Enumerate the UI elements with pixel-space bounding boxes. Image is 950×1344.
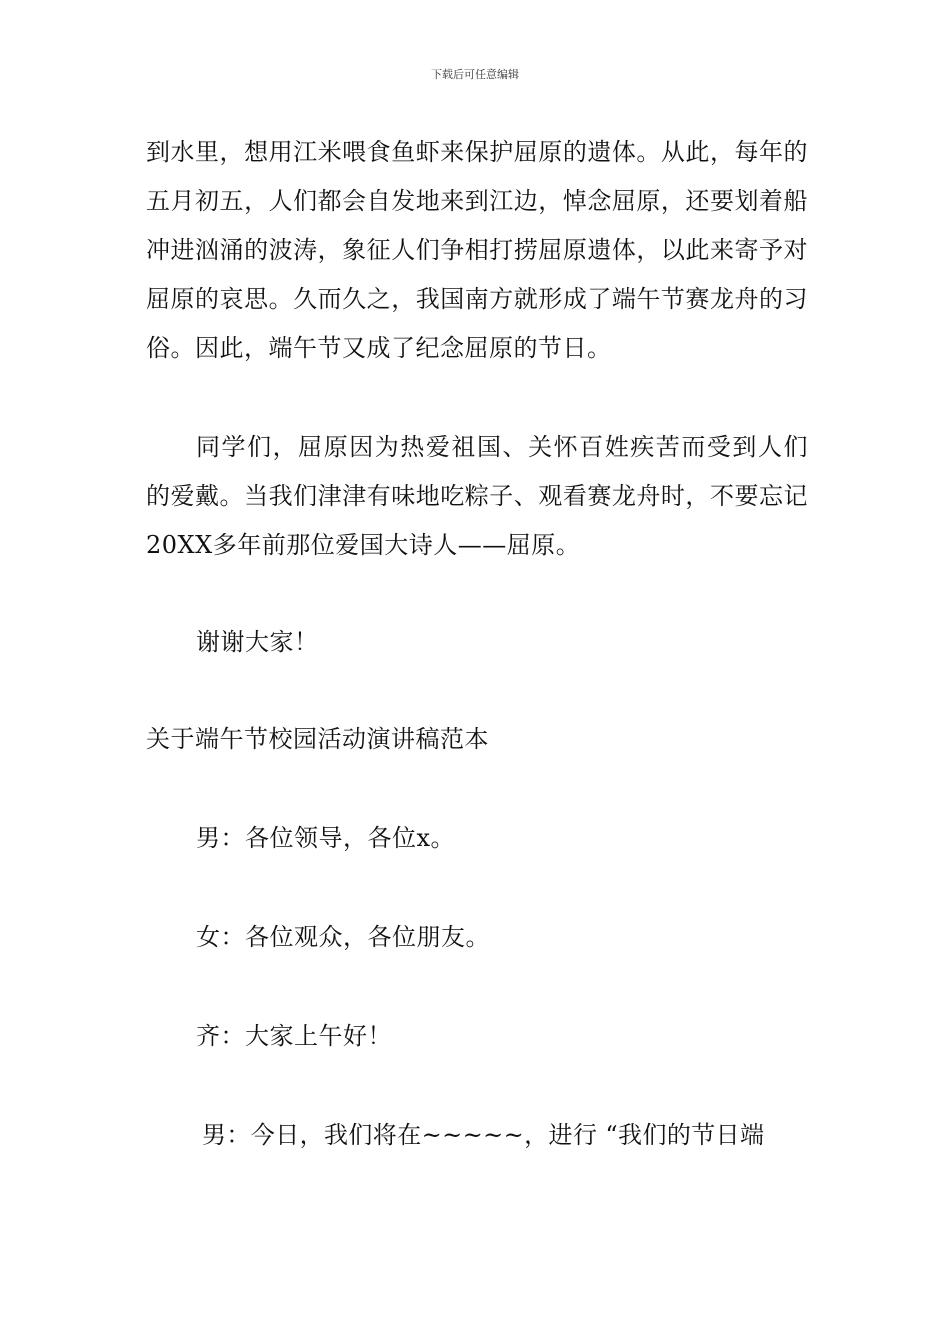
section-title: 关于端午节校园活动演讲稿范本 (146, 725, 489, 753)
dialogue-male-2: 男：今日，我们将在~~~~~，进行 “我们的节日端 (202, 1121, 765, 1149)
paragraph-1: 到水里，想用江米喂食鱼虾来保护屈原的遗体。从此，每年的五月初五，人们都会自发地来到江边，悼念屈原，还要划着船冲进汹涌的波涛，象征人们争相打捞屈原遗体，以此来寄予对屈原的哀思。久而久之，我国南方就形成了端午节赛龙舟的习俗。因此，端午节又成了纪念屈原的节日。 (146, 138, 808, 362)
thanks-line: 谢谢大家！ (196, 628, 319, 656)
dialogue-female-1: 女：各位观众，各位朋友。 (196, 923, 490, 951)
dialogue-all: 齐：大家上午好！ (196, 1022, 392, 1050)
document-body (146, 128, 808, 1160)
page-header-note: 下载后可任意编辑 (431, 68, 519, 81)
dialogue-male-1: 男：各位领导，各位x。 (196, 824, 456, 852)
paragraph-2: 同学们，屈原因为热爱祖国、关怀百姓疾苦而受到人们的爱戴。当我们津津有味地吃粽子、观看赛龙舟时，不要忘记20XX多年前那位爱国大诗人——屈原。 (146, 433, 808, 559)
